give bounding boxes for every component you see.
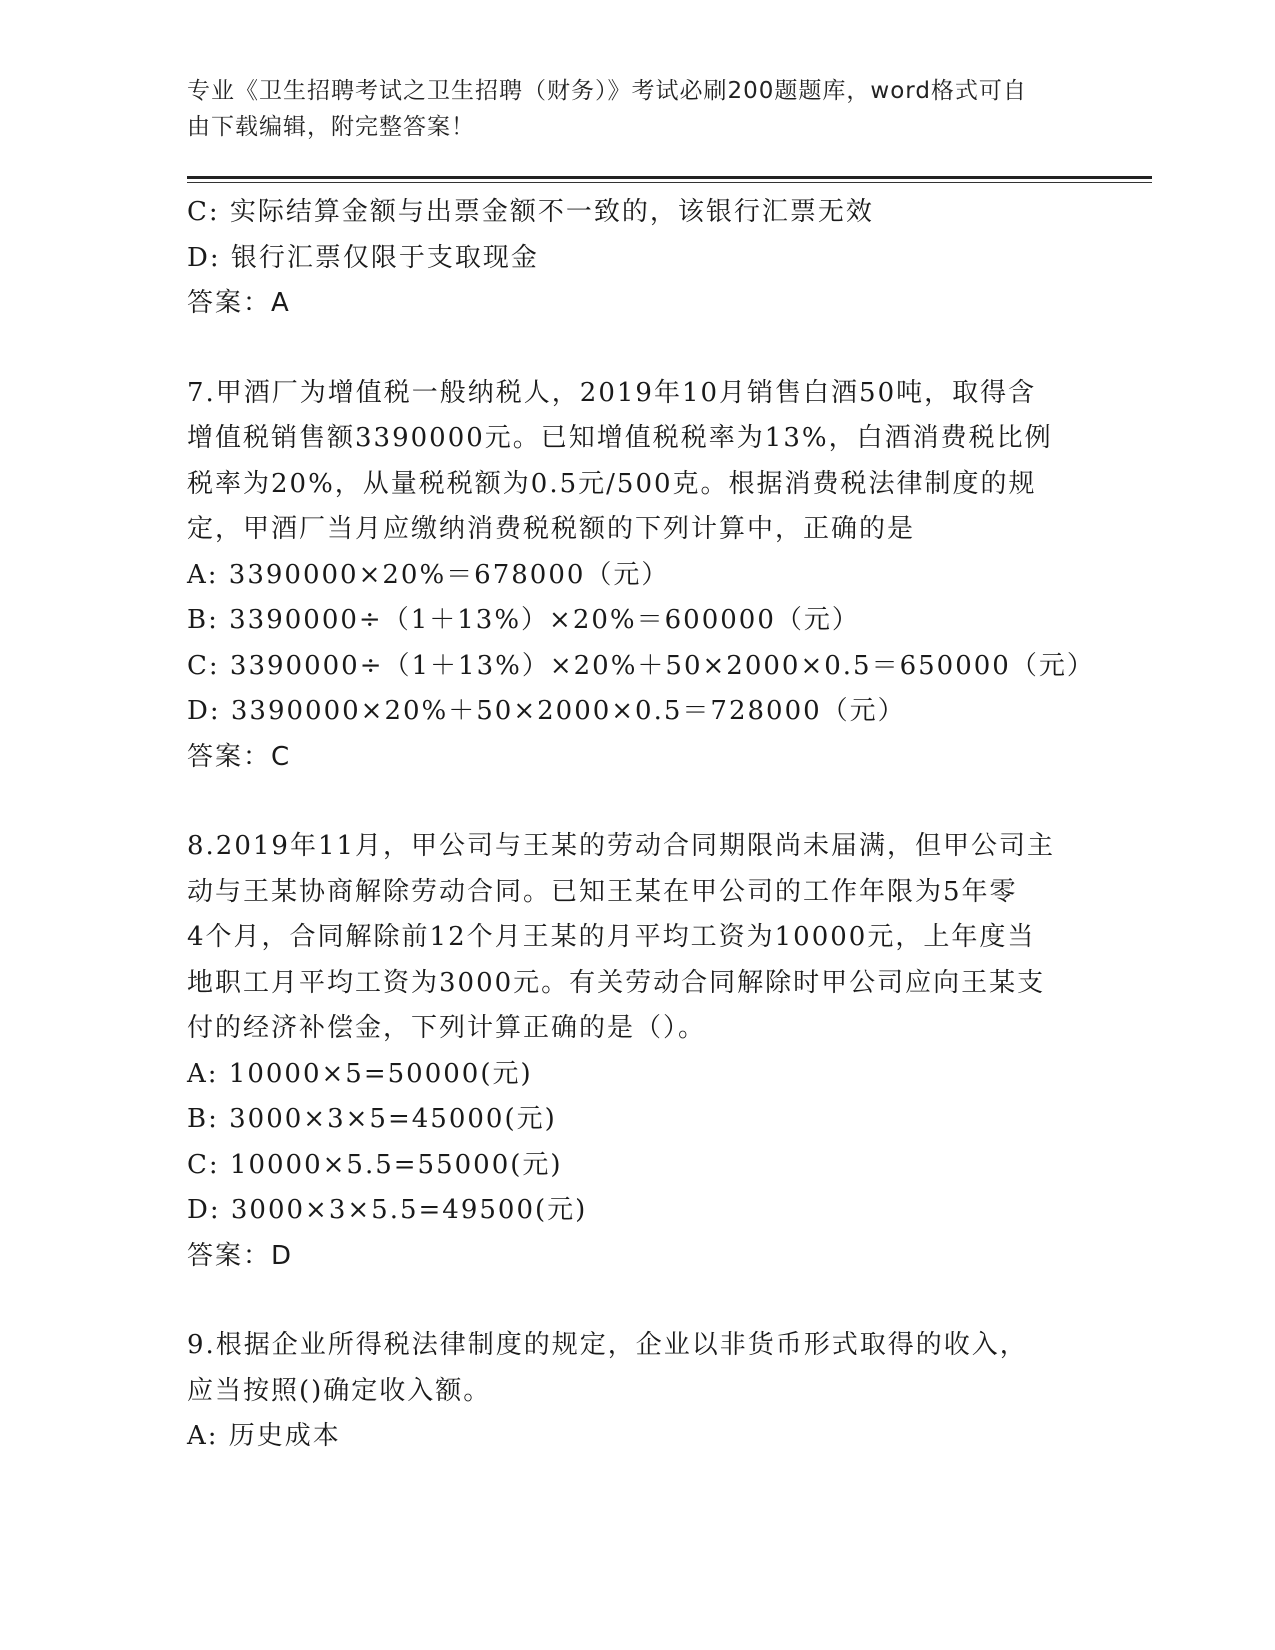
question-stem-line: 7.甲酒厂为增值税一般纳税人，2019年10月销售白酒50吨，取得含 (187, 377, 1037, 408)
page-header (187, 73, 1087, 145)
question-stem-line: 应当按照()确定收入额。 (187, 1375, 492, 1406)
question-stem-line: 增值税销售额3390000元。已知增值税税率为13%，白酒消费税比例 (187, 423, 1053, 453)
spacer (187, 327, 1087, 371)
option-b: B: 3390000÷（1＋13%）×20%＝600000（元） (187, 605, 860, 635)
question-stem-line: 付的经济补偿金，下列计算正确的是（）。 (187, 1013, 707, 1043)
option-d: D: 3390000×20%＋50×2000×0.5＝728000（元） (187, 696, 906, 726)
question-stem-line: 地职工月平均工资为3000元。有关劳动合同解除时甲公司应向王某支 (187, 967, 1046, 998)
question-8 (187, 824, 1087, 1279)
question-stem-line: 定，甲酒厂当月应缴纳消费税税额的下列计算中，正确的是 (187, 514, 916, 544)
question-9 (187, 1323, 1087, 1460)
spacer (187, 1279, 1087, 1323)
option-a: A: 历史成本 (187, 1421, 341, 1451)
header-rule-thin (187, 182, 1152, 183)
answer-line: 答案：D (187, 1240, 294, 1271)
question-stem-line: 9.根据企业所得税法律制度的规定，企业以非货币形式取得的收入， (187, 1330, 1028, 1360)
header-rule-thick (187, 176, 1152, 179)
question-6-tail (187, 190, 1087, 327)
document-body (187, 190, 1095, 1460)
question-stem-line: 动与王某协商解除劳动合同。已知王某在甲公司的工作年限为5年零 (187, 876, 1018, 907)
question-7 (187, 371, 1095, 781)
question-stem-line: 8.2019年11月，甲公司与王某的劳动合同期限尚未届满，但甲公司主 (187, 831, 1056, 861)
spacer (187, 780, 1087, 824)
header-line-1: 专业《卫生招聘考试之卫生招聘（财务）》考试必刷200题题库，word格式可自 (187, 78, 1027, 104)
option-d: D: 银行汇票仅限于支取现金 (187, 242, 539, 273)
answer-line: 答案：C (187, 741, 292, 772)
option-d: D: 3000×3×5.5=49500(元) (187, 1195, 588, 1225)
question-stem-line: 税率为20%，从量税税额为0.5元/500克。根据消费税法律制度的规 (187, 468, 1037, 499)
option-c: C: 10000×5.5=55000(元) (187, 1149, 563, 1180)
header-line-2: 由下载编辑，附完整答案！ (187, 114, 475, 140)
option-c: C: 实际结算金额与出票金额不一致的，该银行汇票无效 (187, 197, 874, 227)
option-b: B: 3000×3×5=45000(元) (187, 1104, 557, 1134)
question-stem-line: 4个月，合同解除前12个月王某的月平均工资为10000元，上年度当 (187, 922, 1036, 952)
option-c: C: 3390000÷（1＋13%）×20%＋50×2000×0.5＝650000（元） (187, 650, 1095, 681)
option-a: A: 10000×5=50000(元) (187, 1058, 533, 1089)
answer-line: 答案：A (187, 288, 291, 318)
option-a: A: 3390000×20%＝678000（元） (187, 559, 670, 590)
